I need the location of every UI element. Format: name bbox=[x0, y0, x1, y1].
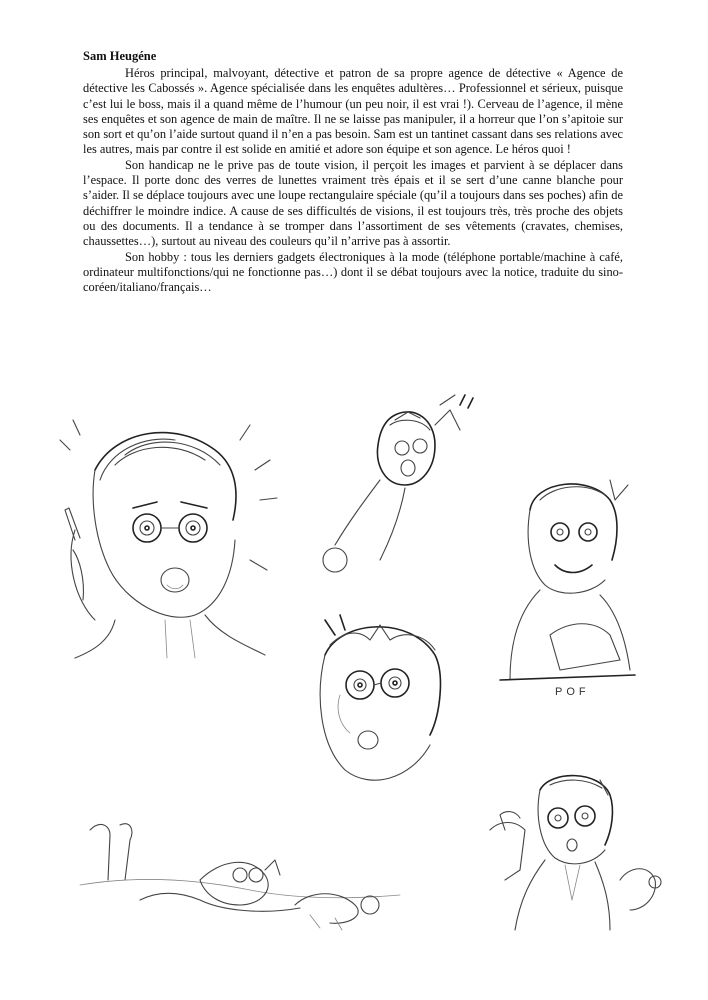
pof-sound-effect: POF bbox=[555, 686, 590, 698]
sketch-figure-on-ground bbox=[80, 820, 405, 930]
sketch-surprised-face-phone bbox=[55, 410, 290, 660]
character-description bbox=[83, 66, 623, 295]
sketch-middle-face-closeup bbox=[300, 615, 450, 790]
description-paragraph-2: Son handicap ne le prive pas de toute vision, il perçoit les images et parvient à se déplacer dans l’espace. Il porte donc des verres de lunettes vraiment très épais et il se sert d’une canne blanche pour s’aider. Il se déplace toujours avec une loupe rectangulaire spéciale (qu’il a toujours dans ses poches) afin de déchiffrer le moindre indice. A cause de ses difficultés de visions, il est toujours très, très proche des objets ou des documents. Il a tendance à se tromper dans l’assortiment de ses vêtements (cravates, chemises, chaussettes…), surtout au niveau des couleurs qu’il n’arrive pas à assortir. bbox=[83, 157, 623, 249]
character-name-heading: Sam Heugéne bbox=[83, 49, 157, 63]
description-paragraph-3: Son hobby : tous les derniers gadgets électroniques à la mode (téléphone portable/machine à café, ordinateur multifonctions/qui ne fonctionne pas…) dont il se débat toujours avec la notice, traduite du sino-coréen/italiano/français… bbox=[83, 249, 623, 295]
sketch-shouting-figure bbox=[310, 400, 475, 590]
sketch-smiling-face-desk bbox=[500, 470, 635, 700]
description-paragraph-1: Héros principal, malvoyant, détective et patron de sa propre agence de détective « Agence de détective les Cabossés ». Agence spécialisée dans les enquêtes adultères… Professionnel et sérieux, puisque c’est lui le boss, mais il a quand même de l’humour (un peu noir, il est vrai !). Cerveau de l’agence, il mène ses enquêtes et son agence de main de maître. Il ne se laisse pas manipuler, il a horreur que l’on s’apitoie sur son sort et qu’on l’aide surtout quand il n’en a pas besoin. Sam est un tantinet cassant dans ses relations avec les autres, mais par contre il est solide en amitié et adore son équipe et son agence. Le héros quoi ! bbox=[83, 66, 623, 157]
sketch-figure-with-magnifier bbox=[480, 770, 660, 930]
